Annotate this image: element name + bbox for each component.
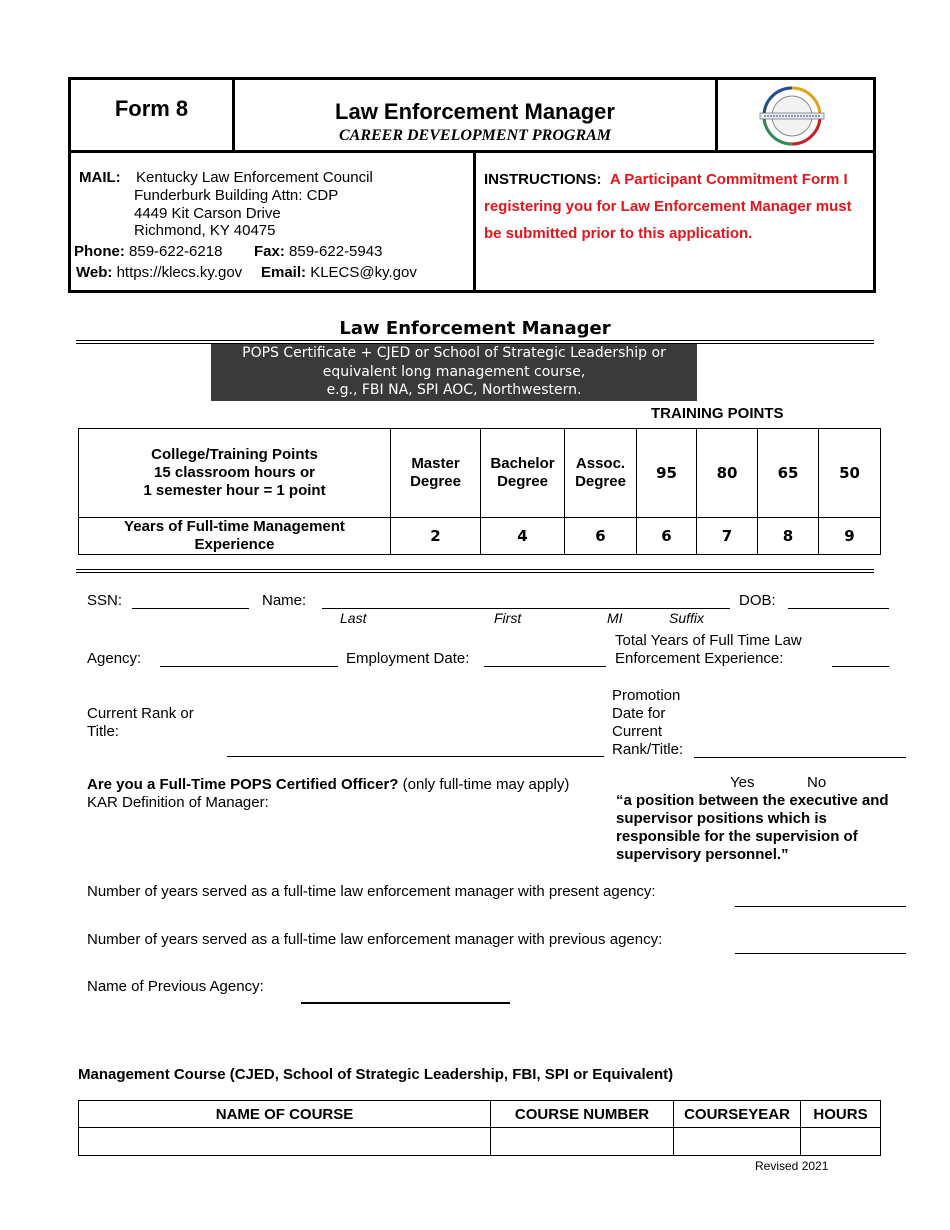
phone-row — [74, 243, 222, 261]
column-header: COURSEYEAR — [674, 1101, 801, 1128]
table-cell: 50 — [819, 429, 881, 518]
column-header: NAME OF COURSE — [79, 1101, 491, 1128]
web-label: Web: — [76, 264, 113, 281]
rank-label: Current Rank or Title: — [87, 705, 194, 740]
table-row — [79, 429, 881, 518]
mail-line: Richmond, KY 40475 — [134, 222, 276, 239]
email-label: Email: — [261, 264, 307, 281]
page-subtitle: CAREER DEVELOPMENT PROGRAM — [338, 127, 612, 144]
course-year-input[interactable] — [674, 1128, 801, 1156]
agency-label: Agency: — [87, 650, 142, 667]
employment-date-input[interactable] — [484, 666, 606, 667]
years-present-input[interactable] — [735, 906, 906, 907]
pops-question: Are you a Full-Time POPS Certified Officer? (only full-time may apply) — [87, 776, 570, 793]
mail-line: Funderburk Building Attn: CDP — [134, 187, 339, 204]
management-course-table — [78, 1100, 881, 1156]
instructions-line: registering you for Law Enforcement Manager must — [484, 198, 852, 215]
promotion-date-label: Promotion Date for Current Rank/Title: — [612, 687, 684, 758]
course-number-input[interactable] — [491, 1128, 674, 1156]
section-title: Law Enforcement Manager — [339, 318, 611, 339]
name-input[interactable] — [322, 608, 730, 609]
row-label: College/Training Points 15 classroom hours or 1 semester hour = 1 point — [79, 429, 391, 518]
previous-agency-label: Name of Previous Agency: — [87, 978, 264, 995]
dob-label: DOB: — [739, 592, 776, 609]
table-row — [79, 1128, 881, 1156]
ssn-input[interactable] — [132, 608, 249, 609]
instructions-line: be submitted prior to this application. — [484, 225, 753, 242]
name-part-suffix: Suffix — [669, 610, 705, 626]
table-cell: 9 — [819, 518, 881, 555]
table-cell: Master Degree — [391, 429, 481, 518]
divider — [473, 153, 476, 290]
table-cell: 65 — [758, 429, 819, 518]
row-label: Years of Full-time Management Experience — [79, 518, 391, 555]
course-hours-input[interactable] — [801, 1128, 881, 1156]
promotion-date-input[interactable] — [694, 757, 906, 758]
requirements-box: POPS Certificate + CJED or School of Strategic Leadership or equivalent long management course, e.g., FBI NA, SPI AOC, Northwestern. — [211, 344, 697, 401]
name-part-last: Last — [340, 610, 367, 626]
no-option[interactable]: No — [807, 774, 827, 791]
total-years-input[interactable] — [832, 666, 889, 667]
rank-input[interactable] — [227, 756, 604, 757]
years-present-label: Number of years served as a full-time law enforcement manager with present agency: — [87, 883, 656, 900]
years-previous-label: Number of years served as a full-time law enforcement manager with previous agency: — [87, 931, 663, 948]
years-previous-input[interactable] — [735, 953, 906, 954]
dob-input[interactable] — [788, 608, 889, 609]
column-header: COURSE NUMBER — [491, 1101, 674, 1128]
instructions-label: INSTRUCTIONS: — [484, 171, 602, 188]
kar-label: KAR Definition of Manager: — [87, 794, 269, 811]
previous-agency-input[interactable] — [301, 1002, 510, 1004]
ssn-label: SSN: — [87, 592, 123, 609]
table-cell: 7 — [697, 518, 758, 555]
training-points-label: TRAINING POINTS — [651, 405, 784, 422]
yes-option[interactable]: Yes — [730, 774, 755, 791]
instructions — [484, 166, 869, 247]
phone-value: 859-622-6218 — [129, 243, 223, 260]
divider — [715, 80, 718, 150]
email-value[interactable]: KLECS@ky.gov — [310, 264, 417, 281]
name-part-mi: MI — [607, 610, 623, 626]
kar-definition: “a position between the executive and supervisor positions which is responsible for the supervision of supervisory personnel.” — [616, 792, 889, 863]
divider — [71, 150, 873, 153]
table-cell: 2 — [391, 518, 481, 555]
table-cell: 6 — [637, 518, 697, 555]
table-cell: 4 — [481, 518, 565, 555]
email-row — [261, 264, 417, 282]
name-part-first: First — [494, 610, 522, 626]
web-value[interactable]: https://klecs.ky.gov — [116, 264, 243, 281]
mail-label: MAIL: — [79, 169, 121, 186]
name-label: Name: — [262, 592, 307, 609]
table-cell: 80 — [697, 429, 758, 518]
fax-value: 859-622-5943 — [289, 243, 383, 260]
mail-line: 4449 Kit Carson Drive — [134, 205, 281, 222]
divider — [76, 569, 874, 570]
table-cell: Assoc. Degree — [565, 429, 637, 518]
phone-label: Phone: — [74, 243, 125, 260]
table-cell: 95 — [637, 429, 697, 518]
table-row — [79, 518, 881, 555]
agency-input[interactable] — [160, 666, 338, 667]
kentucky-career-development-seal-icon — [756, 86, 828, 146]
table-cell: 8 — [758, 518, 819, 555]
table-header-row — [79, 1101, 881, 1128]
instructions-line: INSTRUCTIONS: A Participant Commitment Form I — [484, 171, 848, 188]
table-cell: Bachelor Degree — [481, 429, 565, 518]
page-title: Law Enforcement Manager — [335, 99, 615, 124]
divider — [76, 572, 874, 573]
training-points-table — [78, 428, 881, 555]
revised-note: Revised 2021 — [755, 1159, 829, 1173]
table-cell: 6 — [565, 518, 637, 555]
total-years-label: Total Years of Full Time Law Enforcement Experience: — [615, 632, 802, 667]
web-row — [76, 264, 242, 282]
course-name-input[interactable] — [79, 1128, 491, 1156]
fax-row — [254, 243, 382, 261]
divider — [76, 340, 874, 341]
form-number: Form 8 — [114, 96, 189, 121]
column-header: HOURS — [801, 1101, 881, 1128]
employment-date-label: Employment Date: — [346, 650, 470, 667]
fax-label: Fax: — [254, 243, 285, 260]
mail-line: Kentucky Law Enforcement Council — [136, 169, 373, 186]
management-course-title: Management Course (CJED, School of Strategic Leadership, FBI, SPI or Equivalent) — [78, 1066, 674, 1083]
